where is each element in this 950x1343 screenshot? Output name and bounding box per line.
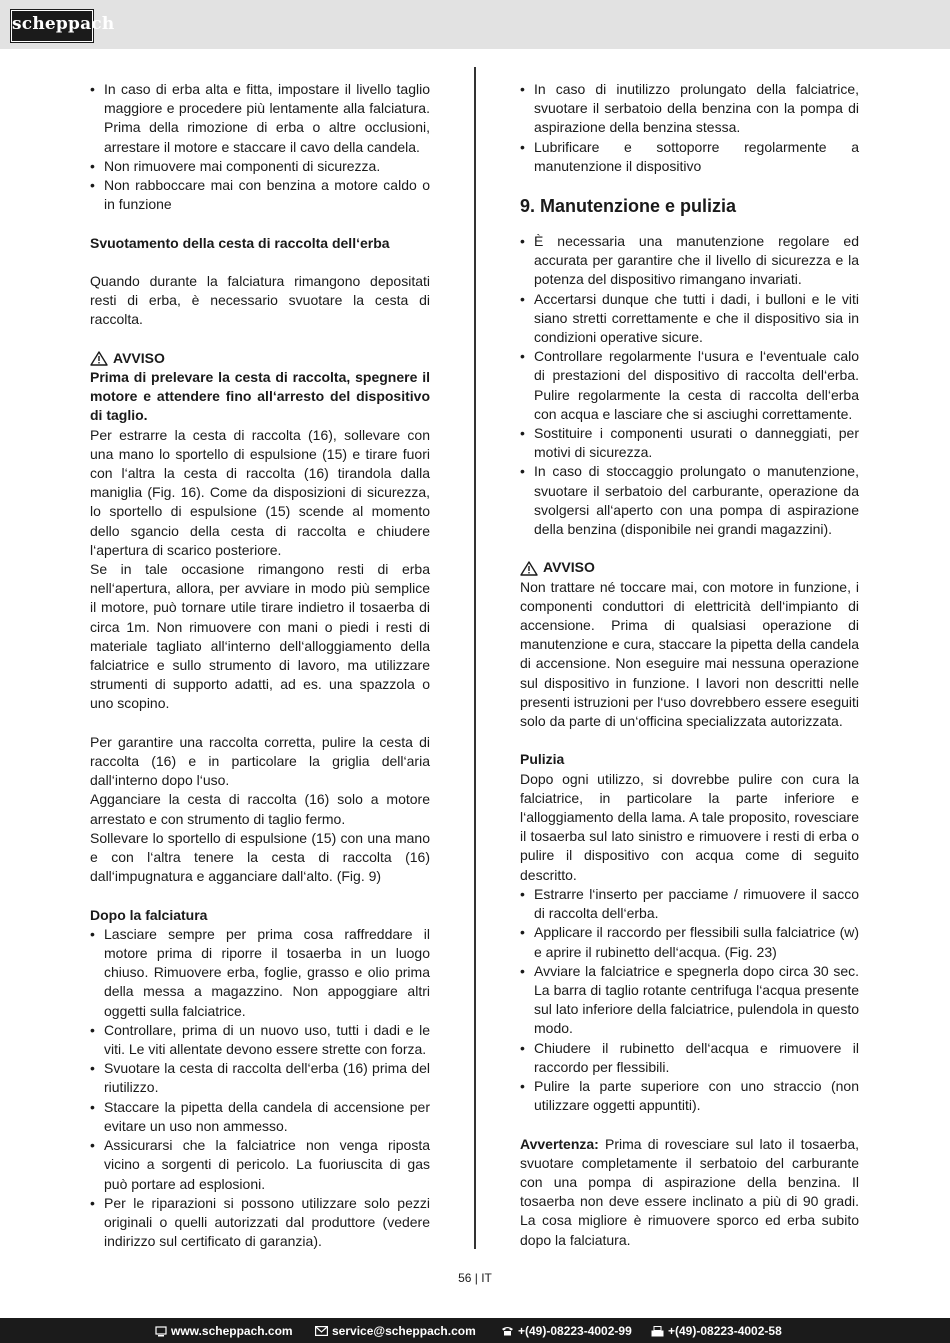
paragraph: Sollevare lo sportello di espulsione (15) con una mano e con l‘altra tenere la cesta di raccolta (16) dall‘impugnatura e agganciare dall‘alto. (Fig. 9): [90, 829, 430, 885]
footer-phone[interactable]: +(49)-08223-4002-99: [501, 1324, 632, 1338]
mail-icon: [315, 1326, 328, 1336]
list-item: • Lasciare sempre per prima cosa raffreddare il motore prima di riporre il tosaerba in un luogo chiuso. Rimuovere erba, foglie, grasso e olio prima della messa a magazzino. Non appoggiare altri oggetti sulla falciatrice.: [90, 925, 430, 1019]
list-item: • Assicurarsi che la falciatrice non venga riposta vicino a sorgenti di pericolo. La fuoriuscita di gas può portare ad esplosioni.: [90, 1137, 430, 1192]
list-item: • È necessaria una manutenzione regolare ed accurata per garantire che il livello di sicurezza e la potenza del dispositivo rimangano invariati.: [520, 233, 859, 288]
paragraph: Se in tale occasione rimangono resti di erba nell‘apertura, allora, per avviare in modo più semplice il motore, può tornare utile tirare indietro il tosaerba di circa 1m. Non rimuovere con mani o piedi i resti di materiale tagliato all‘interno dell‘alloggiamento della falciatrice e sullo strumento di lavoro, ma utilizzare strumenti di supporto adatti, ad es. una spazzola o uno scopino.: [90, 561, 430, 712]
list-item: • Svuotare la cesta di raccolta dell‘erba (16) prima del riutilizzo.: [90, 1060, 430, 1096]
bullet-list-maintenance: [520, 232, 859, 539]
list-item: • Per le riparazioni si possono utilizzare solo pezzi originali o quelli autorizzati dal produttore (vedere indirizzo sul certificato di garanzia).: [90, 1194, 430, 1250]
list-item: • Applicare il raccordo per flessibili sulla falciatrice (w) e aprire il rubinetto dell‘acqua. (Fig. 23): [520, 924, 859, 960]
logo-text: scheppach: [12, 14, 115, 34]
computer-icon: [155, 1326, 167, 1337]
paragraph: Per estrarre la cesta di raccolta (16), sollevare con una mano lo sportello di espulsione (15) e tirare fuori con l‘altra la cesta di raccolta (16) tirandola dalla maniglia (Fig. 16). Come da disposizioni di sicurezza, lo sportello di espulsione (15) scende al momento dello sgancio della cesta di raccolta e chiudere l‘apertura di scarico posteriore.: [90, 426, 430, 558]
list-item: • Controllare, prima di un nuovo uso, tutti i dadi e le viti. Le viti allentate devono essere strette con forza.: [90, 1021, 430, 1058]
warning-triangle-icon: [90, 351, 108, 366]
warning-text: Non trattare né toccare mai, con motore in funzione, i componenti conduttori di elettricità dell‘impianto di accensione. Prima di qualsiasi operazione di manutenzione e cura, staccare la pipetta della candela di accensione. Non eseguire mai nessuna operazione sul dispositivo in funzione. I lavori non descritti nelle presenti istruzioni per l‘uso dovrebbero essere eseguiti solo da parte di un‘officina specializzata autorizzata.: [520, 578, 859, 730]
column-divider: [474, 67, 476, 1249]
list-item: • Non rimuovere mai componenti di sicurezza.: [90, 157, 381, 174]
list-item: • Avviare la falciatrice e spegnerla dopo circa 30 sec. La barra di taglio rotante centrifuga l‘acqua presente sul lato inferiore della falciatrice, pulendola in questo modo.: [520, 962, 859, 1037]
section-title: 9. Manutenzione e pulizia: [520, 196, 737, 217]
warning-text: Prima di prelevare la cesta di raccolta, spegnere il motore e attendere fino all‘arresto del dispositivo di taglio.: [90, 369, 430, 424]
footer-website[interactable]: www.scheppach.com: [155, 1324, 293, 1338]
list-item: • Controllare regolarmente l‘usura e l‘eventuale calo di prestazioni del dispositivo di raccolta dell‘erba. Pulire regolarmente la cesta di raccolta dell‘erba con acqua e lasciare che si asciughi correttamente.: [520, 348, 859, 422]
warning-heading: AVVISO: [90, 349, 430, 368]
heading-after-mowing: Dopo la falciatura: [90, 906, 208, 923]
note-paragraph: [520, 1135, 859, 1250]
warning-heading: AVVISO: [520, 558, 859, 577]
bullet-list-cleaning: [520, 885, 859, 1115]
list-item: • Estrarre l‘inserto per pacciame / rimuovere il sacco di raccolta dell‘erba.: [520, 885, 859, 922]
list-item: • In caso di inutilizzo prolungato della falciatrice, svuotare il serbatoio della benzina con la pompa di aspirazione della benzina stessa.: [520, 81, 859, 136]
phone-icon: [501, 1326, 514, 1336]
list-item: • In caso di stoccaggio prolungato o manutenzione, svuotare il serbatoio del carburante, operazione da svolgersi all‘aperto con una pompa di aspirazione della benzina (disponibile nei grandi magazzini).: [520, 463, 859, 538]
paragraph: Quando durante la falciatura rimangono depositati resti di erba, è necessario svuotare la cesta di raccolta.: [90, 273, 430, 328]
note-label: Avvertenza:: [520, 1135, 599, 1152]
fax-icon: [651, 1326, 664, 1337]
warning-triangle-icon: [520, 561, 538, 576]
page-footer: [0, 1318, 950, 1343]
bullet-list-top: [90, 80, 430, 214]
bullet-list-after: [90, 925, 430, 1251]
right-column: [520, 80, 859, 1250]
heading-cleaning: Pulizia: [520, 751, 565, 768]
list-item: • Accertarsi dunque che tutti i dadi, i bulloni e le viti siano stretti correttamente e che il dispositivo sia in condizioni operative sicure.: [520, 290, 859, 346]
paragraph: Per garantire una raccolta corretta, pulire la cesta di raccolta (16) e in particolare la griglia dell‘aria dall‘interno dopo l‘uso.: [90, 733, 430, 789]
list-item: • Sostituire i componenti usurati o danneggiati, per motivi di sicurezza.: [520, 425, 859, 461]
left-column: [90, 80, 430, 1251]
page-number: 56 | IT: [458, 1271, 492, 1285]
scheppach-logo: [11, 10, 115, 42]
bullet-list-top-right: [520, 80, 859, 176]
list-item: • Lubrificare e sottoporre regolarmente a manutenzione il dispositivo: [520, 138, 859, 174]
footer-email[interactable]: service@scheppach.com: [315, 1324, 476, 1338]
list-item: • Pulire la parte superiore con uno straccio (non utilizzare oggetti appuntiti).: [520, 1077, 859, 1114]
footer-fax[interactable]: +(49)-08223-4002-58: [651, 1324, 782, 1338]
paragraph: Dopo ogni utilizzo, si dovrebbe pulire con cura la falciatrice, in particolare la parte inferiore e l‘alloggiamento della lama. A tale proposito, rovesciare il tosaerba sul lato sinistro e rimuovere i resti di erba o pulire il dispositivo con acqua come di seguito descritto.: [520, 770, 859, 883]
list-item: • Chiudere il rubinetto dell‘acqua e rimuovere il raccordo per flessibili.: [520, 1039, 859, 1075]
note-text: Prima di rovesciare sul lato il tosaerba, svuotare completamente il serbatoio del carburante con una pompa di aspirazione della benzina. Il tosaerba non deve essere inclinato a più di 90 gradi. La cosa migliore è rimuovere sporco ed erba subito dopo la falciatura.: [520, 1135, 859, 1248]
heading-empty-basket: Svuotamento della cesta di raccolta dell‘erba: [90, 234, 390, 251]
list-item: • In caso di erba alta e fitta, impostare il livello taglio maggiore e procedere più lentamente alla falciatura. Prima della rimozione di erba o altre occlusioni, arrestare il motore e staccare il cavo della candela.: [90, 81, 430, 155]
list-item: • Staccare la pipetta della candela di accensione per evitare un uso non ammesso.: [90, 1098, 430, 1134]
page-header: [0, 0, 950, 49]
list-item: • Non rabboccare mai con benzina a motore caldo o in funzione: [90, 177, 430, 213]
paragraph: Agganciare la cesta di raccolta (16) solo a motore arrestato e con strumento di taglio fermo.: [90, 791, 430, 827]
